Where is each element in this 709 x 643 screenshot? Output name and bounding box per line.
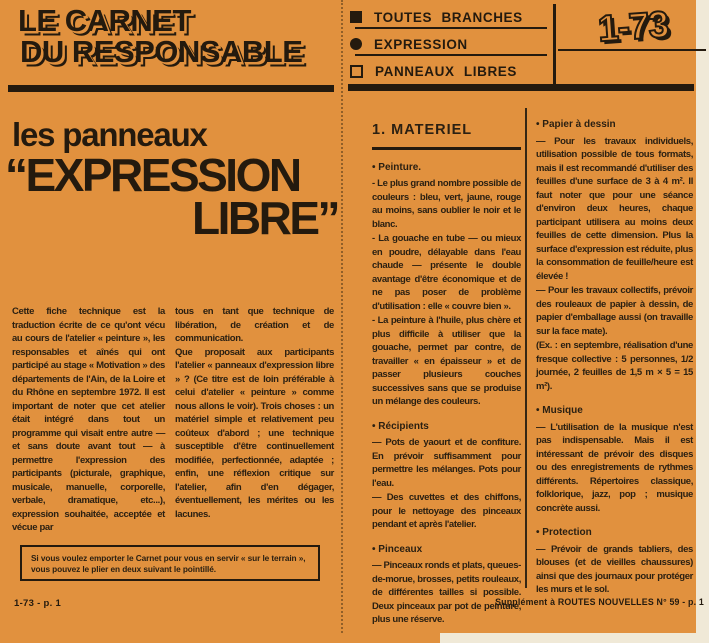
legend-item-panneaux-libres [350,60,550,82]
section-title: • Papier à dessin [536,119,616,130]
masthead [18,5,348,67]
intro-column-1 [12,305,165,535]
filled-square-icon [350,11,362,23]
intro-paragraph: tous en tant que technique de libération, de création et de communication. [175,306,334,344]
materiel-heading-rule [372,147,521,150]
section-paragraph: — Pour les travaux collectifs, prévoir des rouleaux de papier à dessin, de papier d'emballage aussi (on travaille sur la face mate). [536,285,693,337]
scan-edge-bottom [440,633,709,643]
section-heading-materiel: 1. MATERIEL [372,122,473,138]
filled-circle-icon [350,38,362,50]
issue-underline [558,49,706,51]
masthead-line2: DU RESPONSABLE [20,34,303,69]
footer-supplement-right: Supplément à ROUTES NOUVELLES N° 59 - p. 1 [495,597,704,607]
issue-number: 1-73 [596,3,670,50]
section-pinceaux [372,543,521,627]
section-title: • Pinceaux [372,543,423,555]
legend-label: EXPRESSION [374,36,468,52]
column-divider-line [525,108,527,588]
section-paragraph: - La gouache en tube — ou mieux en poudre, délayable dans l'eau chaude — présente le double avantage d'être économique et de ne pas poser de problème d'utilisation : elle « couvre bien ». [372,233,521,312]
section-musique [536,404,693,515]
page-title-line2: “EXPRESSION [5,149,300,201]
section-paragraph: — Des cuvettes et des chiffons, pour le nettoyage des pinceaux pendant et après l'atelier. [372,492,521,530]
section-paragraph: — L'utilisation de la musique n'est pas indispensable. Mais il est intéressant de prévoir des disques ou des enregistrements de rythmes différents. Répertoires classique, folklorique, jazz, pop ; musique concrète aussi. [536,421,693,514]
scan-edge-right [696,0,709,643]
section-paragraph: — Prévoir de grands tabliers, des blouses (et de vieilles chaussures) ainsi que des journaux pour protéger les murs et le sol. [536,543,693,595]
section-paragraph: — Pour les travaux individuels, utilisation possible de tous formats, mais il est recommandé d'utiliser des feuilles d'une surface de 3 à 4 m². Il faut noter que pour une séance d'environ deux heures, chaque participant utilisera au moins deux feuilles de cette dimension. Plus la surface d'expression est réduite, plus la consommation de feuille/heure est élevée ! [536,135,693,282]
section-paragraph: - La peinture à l'huile, plus chère et plus difficile à utiliser que la gouache, permet par contre, de travailler « en épaisseur » et de passer plusieurs couches successives sans que se produise un mélange des couleurs. [372,315,521,407]
legend-item-toutes-branches [350,6,550,28]
open-square-icon [350,65,363,78]
section-paragraph: — Pinceaux ronds et plats, queues-de-morue, brosses, petits rouleaux, de différentes tailles si possible. Deux pinceaux par pot de peinture, plus une réserve. [372,560,521,625]
intro-paragraph: Cette fiche technique est la traduction écrite de ce qu'ont vécu au cours de l'atelier « peinture », les responsables et aînés qui ont participé au stage « Motivation » des départements de l'Ain, de la Loire et du Rhône en septembre 1972. Il est important de noter que cet atelier était intégré dans tout un programme qui visait entre autre — et sans doute avant tout — à permettre l'expression des participants (picturale, graphique, musicale, manuelle, corporelle, verbale, dramatique, etc...), expression souhaitée, acceptée et vécue par [12,306,165,533]
page-title-line3: LIBRE” [192,192,338,244]
section-title: • Musique [536,405,583,416]
section-title: • Peinture. [372,161,422,173]
masthead-line1: LE CARNET [18,3,191,38]
fold-dotted-line [341,0,343,633]
intro-paragraph: Que proposait aux participants l'atelier « panneaux d'expression libre » ? (Ce titre est de loin préférable à celui d'atelier « peinture » comme nous allons le voir). Trois choses : un matériel simple et relativement peu coûteux d'abord ; une technique susceptible d'être continuellement modifiée, perfectionnée, adaptée ; enfin, une réflexion critique sur l'atelier, afin d'en dégager, éventuellement, les mérites ou les lacunes. [175,346,334,520]
fold-instruction-text: Si vous voulez emporter le Carnet pour vous en servir « sur le terrain », vous pouvez le plier en deux suivant le pointillé. [31,553,306,574]
section-paragraph: - Le plus grand nombre possible de couleurs : bleu, vert, jaune, rouge au moins, sans oublier le noir et le blanc. [372,178,521,230]
section-paragraph: — Pots de yaourt et de confiture. En prévoir suffisamment pour permettre les mélanges. Pots pour l'eau. [372,437,521,489]
section-peinture [372,161,521,409]
legend-separator [355,54,547,56]
materiel-column [372,124,521,628]
masthead-rule [8,85,334,92]
section-title: • Protection [536,527,592,538]
footer-page-number-left: 1-73 - p. 1 [14,598,62,609]
section-title: • Récipients [372,420,429,432]
page-title-line1: les panneaux [12,116,207,153]
legend-label: PANNEAUX LIBRES [375,63,518,79]
section-recipients [372,420,521,532]
legend-bottom-bar [348,84,694,91]
fold-instruction-box [20,545,320,581]
legend-separator [355,27,547,29]
section-protection [536,526,693,597]
section-paragraph: (Ex. : en septembre, réalisation d'une fresque collective : 5 personnes, 1/2 journée, 2 feuilles de 1,5 m × 5 = 15 m²). [536,340,693,392]
legend-label: TOUTES BRANCHES [374,9,523,25]
legend-item-expression [350,33,550,55]
intro-column-2 [175,305,334,521]
right-column [536,118,693,598]
section-papier-a-dessin [536,118,693,393]
legend-vertical-divider [553,4,556,84]
